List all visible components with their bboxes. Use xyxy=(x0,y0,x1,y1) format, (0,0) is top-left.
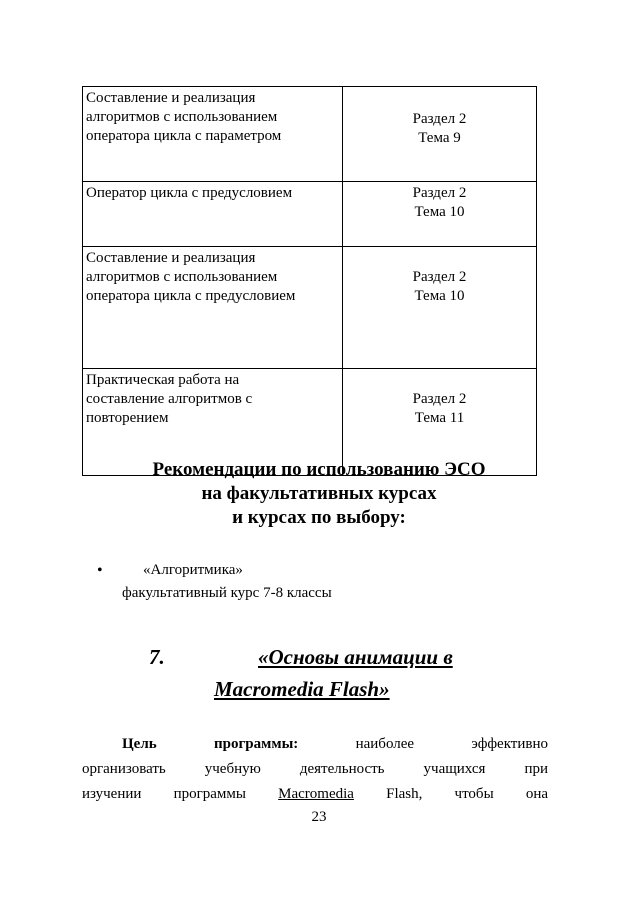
reference-cell: Раздел 2 Тема 9 xyxy=(343,87,537,182)
table-row xyxy=(83,247,537,369)
course-description: факультативный курс 7-8 классы xyxy=(122,585,332,601)
recommendations-heading: Рекомендации по использованию ЭСО на факультативных курсах и курсах по выбору: xyxy=(152,459,486,528)
course-title: «Алгоритмика» xyxy=(143,562,243,578)
goal-paragraph xyxy=(82,732,548,807)
paragraph-line: Цель программы: наиболее эффективно xyxy=(122,736,548,752)
reference-cell: Раздел 2 Тема 11 xyxy=(343,369,537,476)
reference-cell: Раздел 2 Тема 10 xyxy=(343,182,537,247)
topic-cell: Составление и реализация алгоритмов с использованием оператора цикла с предусловием xyxy=(83,247,343,369)
topics-table xyxy=(82,86,537,476)
page-number: 23 xyxy=(311,809,327,825)
paragraph-line: организовать учебную деятельность учащихся при xyxy=(82,761,548,777)
section-title: «Основы анимации в xyxy=(258,645,453,669)
paragraph-line: изучении программы Macromedia Flash, чтобы она xyxy=(82,786,548,802)
bullet-icon: • xyxy=(97,562,103,579)
section-title-continued: Macromedia Flash» xyxy=(214,677,390,701)
topic-cell: Практическая работа на составление алгоритмов с повторением xyxy=(83,369,343,476)
topic-cell: Оператор цикла с предусловием xyxy=(83,182,343,247)
reference-cell: Раздел 2 Тема 10 xyxy=(343,247,537,369)
topic-cell: Составление и реализация алгоритмов с использованием оператора цикла с параметром xyxy=(83,87,343,182)
table-row xyxy=(83,182,537,247)
table-row xyxy=(83,87,537,182)
section-number: 7. xyxy=(149,645,165,669)
